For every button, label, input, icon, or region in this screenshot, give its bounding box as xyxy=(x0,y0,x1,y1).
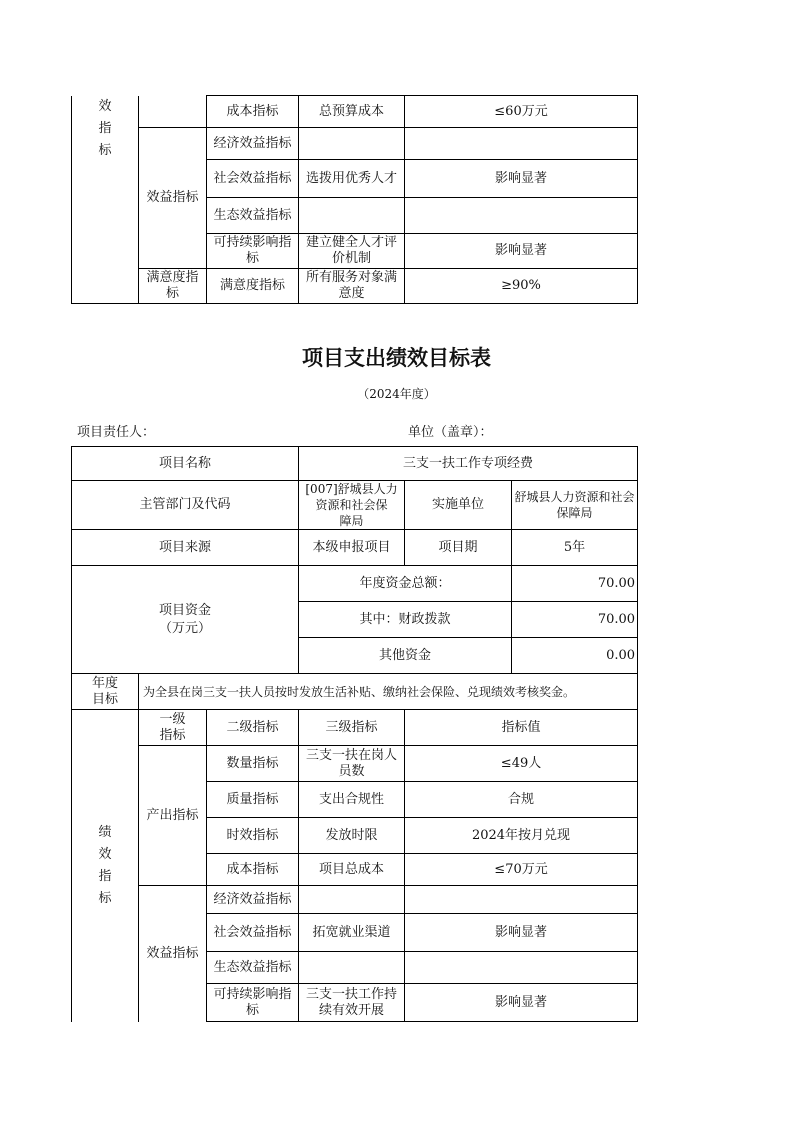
economic-l3-main xyxy=(299,886,405,914)
economic-value-main xyxy=(405,886,638,914)
funds-label: 项目资金 （万元） xyxy=(72,566,299,674)
total-funds-label: 年度资金总额： xyxy=(299,566,512,602)
header-l2: 二级指标 xyxy=(207,710,299,746)
satisfaction-l2: 满意度指标 xyxy=(207,269,299,304)
quality-l2: 质量指标 xyxy=(207,782,299,818)
sustainable-l2: 可持续影响指 标 xyxy=(207,234,299,269)
output-group-cont xyxy=(139,96,207,128)
perf-indicator-label-cont: 效 指 标 xyxy=(72,96,139,304)
project-name-value: 三支一扶工作专项经费 xyxy=(299,447,638,481)
impl-unit-value: 舒城县人力资源和社会 保障局 xyxy=(512,481,638,530)
sustainable-l3: 建立健全人才评 价机制 xyxy=(299,234,405,269)
page-year: （2024年度） xyxy=(357,387,436,401)
other-funds-value: 0.00 xyxy=(512,638,638,674)
timeliness-value: 2024年按月兑现 xyxy=(405,818,638,854)
sustainable-l3-main: 三支一扶工作持 续有效开展 xyxy=(299,984,405,1022)
header-value: 指标值 xyxy=(405,710,638,746)
performance-target-table xyxy=(71,446,638,1022)
unit-seal-label: 单位（盖章）： xyxy=(408,425,493,440)
sustainable-value: 影响显著 xyxy=(405,234,638,269)
dept-value: [007]舒城县人力资源和社会保 障局 xyxy=(299,481,405,530)
source-value: 本级申报项目 xyxy=(299,530,405,566)
project-name-label: 项目名称 xyxy=(72,447,299,481)
total-funds-value: 70.00 xyxy=(512,566,638,602)
ecological-value xyxy=(405,198,638,234)
benefit-group-label-main: 效益指标 xyxy=(139,886,207,1022)
ecological-l3 xyxy=(299,198,405,234)
quality-l3: 支出合规性 xyxy=(299,782,405,818)
page-title: 项目支出绩效目标表 xyxy=(302,346,491,370)
cost-l3: 总预算成本 xyxy=(299,96,405,128)
dept-label: 主管部门及代码 xyxy=(72,481,299,530)
cost-l2: 成本指标 xyxy=(207,96,299,128)
cost-l3-main: 项目总成本 xyxy=(299,854,405,886)
header-l3: 三级指标 xyxy=(299,710,405,746)
social-l2-main: 社会效益指标 xyxy=(207,914,299,952)
quality-value: 合规 xyxy=(405,782,638,818)
impl-unit-label: 实施单位 xyxy=(405,481,512,530)
quantity-l2: 数量指标 xyxy=(207,746,299,782)
economic-l3 xyxy=(299,128,405,160)
social-l3: 选拨用优秀人才 xyxy=(299,160,405,198)
social-l3-main: 拓宽就业渠道 xyxy=(299,914,405,952)
annual-goal-label: 年度 目标 xyxy=(72,674,139,710)
project-period-label: 项目期 xyxy=(405,530,512,566)
quantity-value: ≤49人 xyxy=(405,746,638,782)
header-l1: 一级 指标 xyxy=(139,710,207,746)
output-group-label: 产出指标 xyxy=(139,746,207,886)
ecological-l2: 生态效益指标 xyxy=(207,198,299,234)
timeliness-l3: 发放时限 xyxy=(299,818,405,854)
cost-value-main: ≤70万元 xyxy=(405,854,638,886)
sustainable-l2-main: 可持续影响指 标 xyxy=(207,984,299,1022)
satisfaction-value: ≥90% xyxy=(405,269,638,304)
fiscal-funds-label: 其中：财政拨款 xyxy=(299,602,512,638)
responsible-label: 项目责任人： xyxy=(77,425,156,440)
ecological-l2-main: 生态效益指标 xyxy=(207,952,299,984)
annual-goal-value: 为全县在岗三支一扶人员按时发放生活补贴、缴纳社会保险、兑现绩效考核奖金。 xyxy=(139,674,638,710)
cost-l2-main: 成本指标 xyxy=(207,854,299,886)
source-label: 项目来源 xyxy=(72,530,299,566)
top-indicator-table xyxy=(71,95,638,304)
project-period-value: 5年 xyxy=(512,530,638,566)
benefit-group-label: 效益指标 xyxy=(139,128,207,269)
perf-indicator-label: 绩 效 指 标 xyxy=(72,710,139,1022)
fiscal-funds-value: 70.00 xyxy=(512,602,638,638)
satisfaction-group-label: 满意度指 标 xyxy=(139,269,207,304)
timeliness-l2: 时效指标 xyxy=(207,818,299,854)
economic-l2-main: 经济效益指标 xyxy=(207,886,299,914)
other-funds-label: 其他资金 xyxy=(299,638,512,674)
economic-l2: 经济效益指标 xyxy=(207,128,299,160)
social-value: 影响显著 xyxy=(405,160,638,198)
ecological-l3-main xyxy=(299,952,405,984)
satisfaction-l3: 所有服务对象满 意度 xyxy=(299,269,405,304)
social-l2: 社会效益指标 xyxy=(207,160,299,198)
quantity-l3: 三支一扶在岗人 员数 xyxy=(299,746,405,782)
social-value-main: 影响显著 xyxy=(405,914,638,952)
economic-value xyxy=(405,128,638,160)
cost-value: ≤60万元 xyxy=(405,96,638,128)
ecological-value-main xyxy=(405,952,638,984)
sustainable-value-main: 影响显著 xyxy=(405,984,638,1022)
